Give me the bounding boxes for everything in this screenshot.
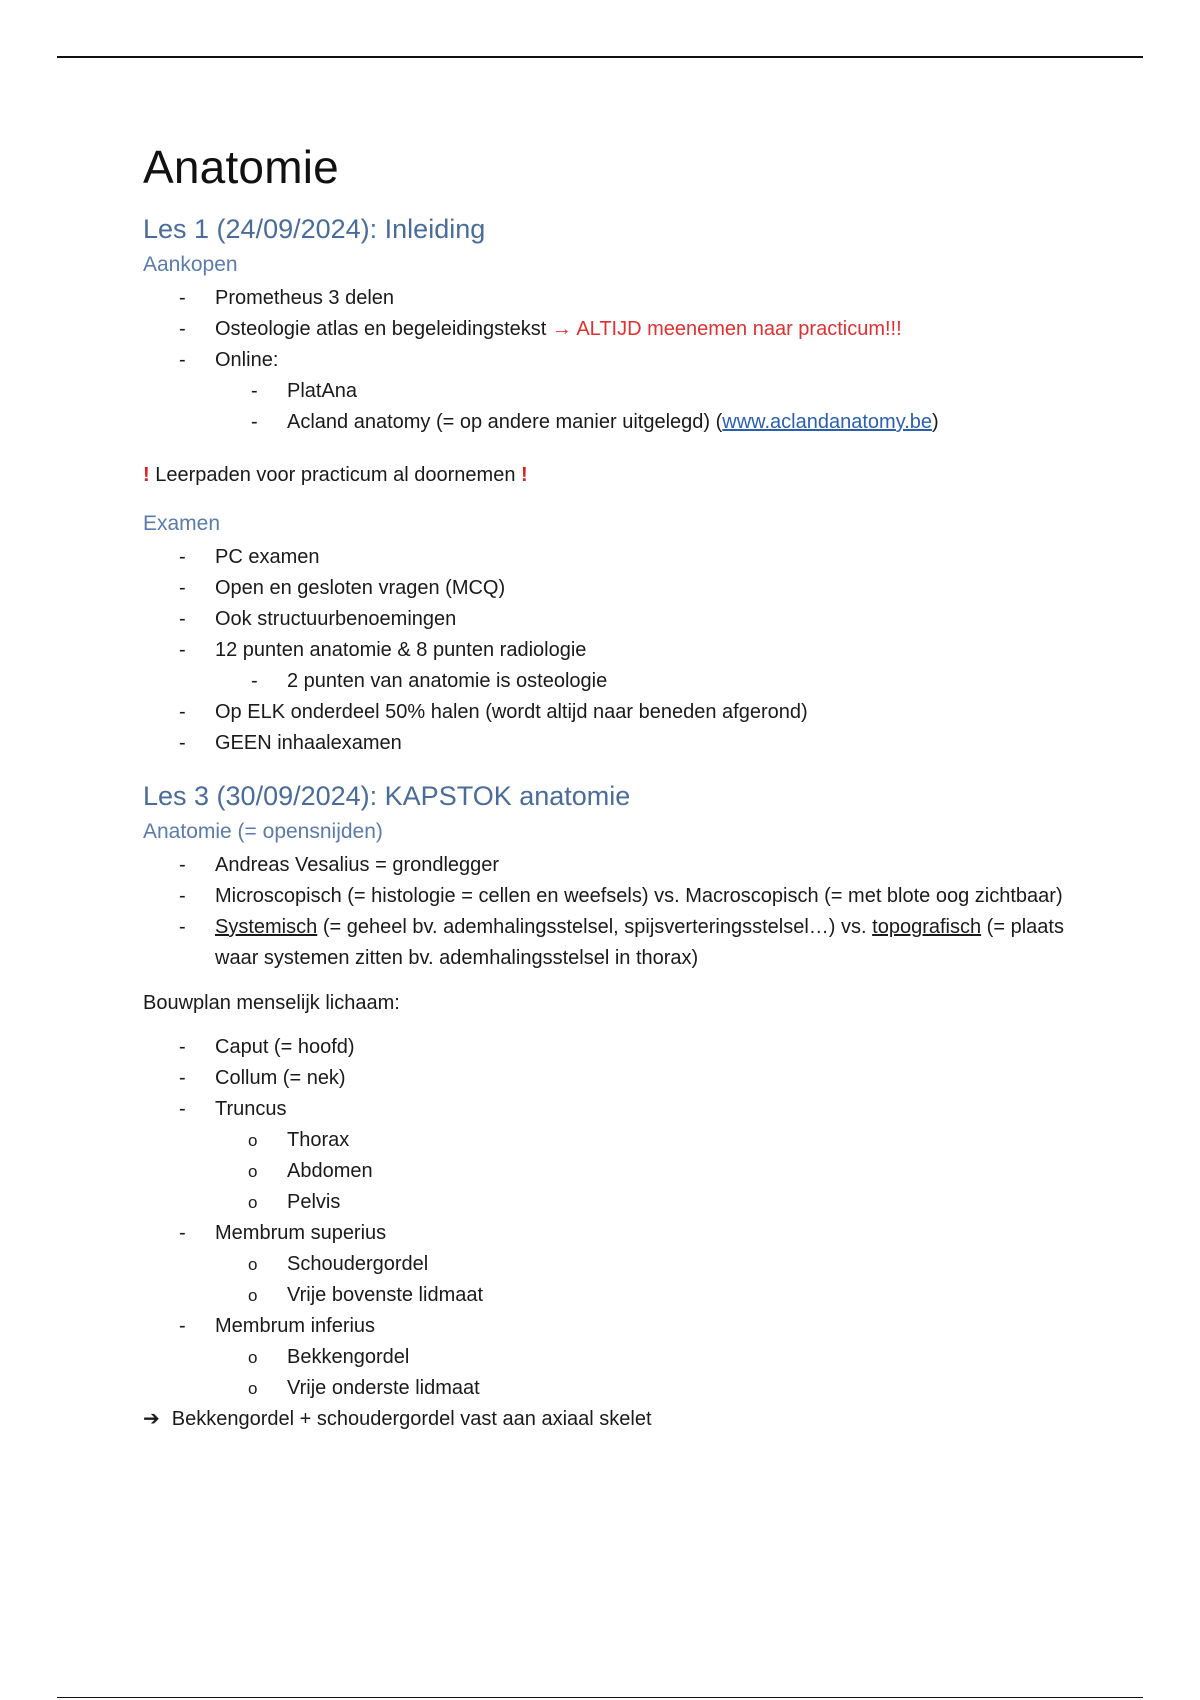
- truncus-sublist: [215, 1125, 1103, 1218]
- bouwplan-list: [143, 1032, 1103, 1404]
- list-item: o Vrije bovenste lidmaat: [215, 1280, 1103, 1311]
- examen-sublist: [215, 666, 1103, 697]
- list-item: - Microscopisch (= histologie = cellen en weefsels) vs. Macroscopisch (= met blote oog zichtbaar): [143, 881, 1103, 912]
- list-item: o Bekkengordel: [215, 1342, 1103, 1373]
- list-item: - 12 punten anatomie & 8 punten radiologie - 2 punten van anatomie is osteologie: [143, 635, 1103, 697]
- list-item: - PlatAna: [215, 376, 1103, 407]
- list-item: o Schoudergordel: [215, 1249, 1103, 1280]
- list-item: - Ook structuurbenoemingen: [143, 604, 1103, 635]
- list-item: - Caput (= hoofd): [143, 1032, 1103, 1063]
- list-item: - GEEN inhaalexamen: [143, 728, 1103, 759]
- list-item: o Pelvis: [215, 1187, 1103, 1218]
- bottom-rule: [57, 1697, 1143, 1698]
- list-item: - Acland anatomy (= op andere manier uitgelegd) (www.aclandanatomy.be): [215, 407, 1103, 438]
- acland-link[interactable]: www.aclandanatomy.be: [722, 411, 933, 433]
- term-topografisch: topografisch: [872, 916, 982, 938]
- bouwplan-intro: Bouwplan menselijk lichaam:: [143, 992, 400, 1014]
- list-item: - Osteologie atlas en begeleidingstekst → ALTIJD meenemen naar practicum!!!: [143, 314, 1103, 345]
- conclusion-line: ➔ Bekkengordel + schoudergordel vast aan axiaal skelet: [143, 1408, 652, 1430]
- heading-aankopen: Aankopen: [143, 253, 238, 276]
- anatomie-list: [143, 850, 1103, 974]
- arrow-right-icon: ➔: [143, 1408, 160, 1430]
- arrow-right-icon: →: [551, 318, 572, 340]
- inferius-sublist: [215, 1342, 1103, 1404]
- exclamation-icon: !: [521, 464, 528, 486]
- online-sublist: [215, 376, 1103, 438]
- exclamation-icon: !: [143, 464, 150, 486]
- superius-sublist: [215, 1249, 1103, 1311]
- list-item: - Andreas Vesalius = grondlegger: [143, 850, 1103, 881]
- list-item: - Op ELK onderdeel 50% halen (wordt altijd naar beneden afgerond): [143, 697, 1103, 728]
- list-item: - Membrum superius o Schoudergordel o Vrije bovenste lidmaat: [143, 1218, 1103, 1311]
- heading-anatomie: Anatomie (= opensnijden): [143, 820, 383, 843]
- list-item: o Vrije onderste lidmaat: [215, 1373, 1103, 1404]
- aankopen-list: [143, 283, 1103, 438]
- list-item: - Collum (= nek): [143, 1063, 1103, 1094]
- emphasis-text: ALTIJD meenemen naar practicum!!!: [576, 318, 902, 340]
- list-item: - PC examen: [143, 542, 1103, 573]
- list-item: - Online: - PlatAna - Acland anatomy (= op andere manier uitgelegd) (www.aclandanatomy.be): [143, 345, 1103, 438]
- list-item: - 2 punten van anatomie is osteologie: [215, 666, 1103, 697]
- list-item: - Truncus o Thorax o Abdomen o Pelvis: [143, 1094, 1103, 1218]
- top-rule: [57, 56, 1143, 58]
- list-item: o Thorax: [215, 1125, 1103, 1156]
- list-item: o Abdomen: [215, 1156, 1103, 1187]
- list-item: - Open en gesloten vragen (MCQ): [143, 573, 1103, 604]
- note-leerpaden: ! Leerpaden voor practicum al doornemen !: [143, 464, 528, 486]
- list-item: - Membrum inferius o Bekkengordel o Vrije onderste lidmaat: [143, 1311, 1103, 1404]
- heading-examen: Examen: [143, 512, 221, 535]
- list-item: - Systemisch (= geheel bv. ademhalingsstelsel, spijsverteringsstelsel…) vs. topografisch (= plaats waar systemen zitten bv. ademhalingsstelsel in thorax): [143, 912, 1103, 974]
- examen-list: [143, 542, 1103, 759]
- term-systemisch: Systemisch: [215, 916, 318, 938]
- document-body: [143, 140, 1103, 1435]
- page-title: Anatomie: [143, 141, 339, 193]
- list-item: - Prometheus 3 delen: [143, 283, 1103, 314]
- heading-les3: Les 3 (30/09/2024): KAPSTOK anatomie: [143, 781, 631, 811]
- heading-les1: Les 1 (24/09/2024): Inleiding: [143, 214, 486, 244]
